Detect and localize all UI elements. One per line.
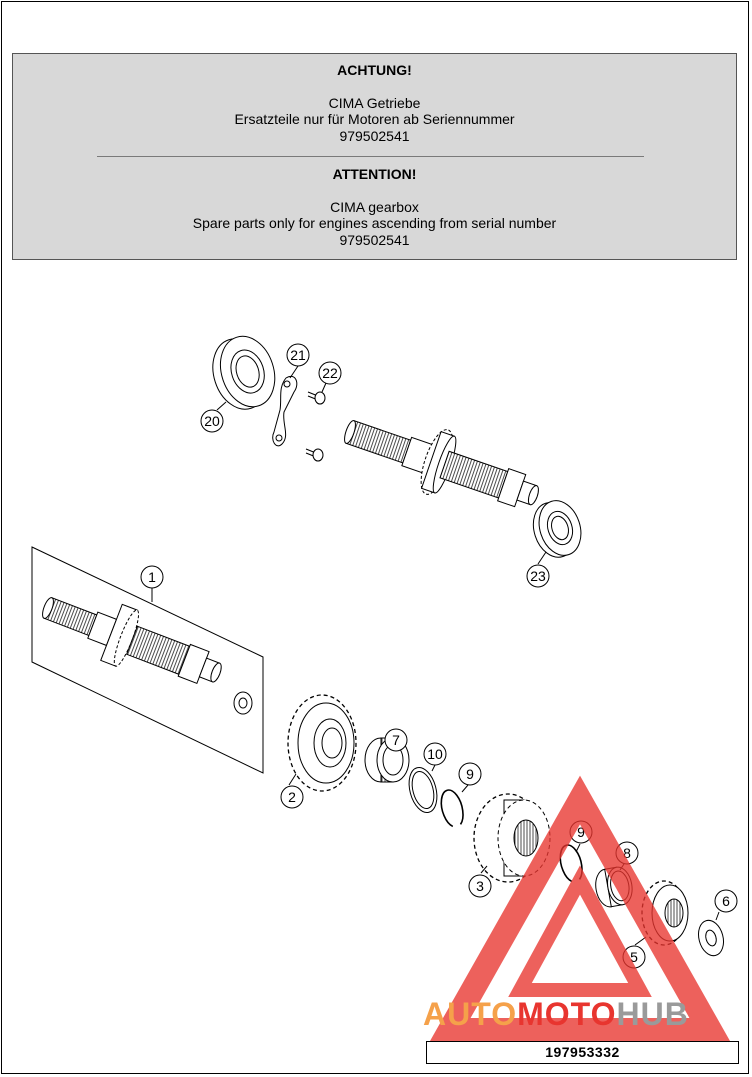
notice-serial-de: 979502541 [339, 127, 410, 144]
svg-text:1: 1 [148, 569, 156, 585]
svg-text:6: 6 [722, 893, 730, 909]
svg-text:5: 5 [630, 949, 638, 965]
notice-serial-en: 979502541 [339, 231, 410, 248]
watermark-moto: MOTO [517, 996, 617, 1032]
svg-text:3: 3 [476, 878, 484, 894]
notice-heading-de: ACHTUNG! [337, 62, 412, 78]
svg-text:7: 7 [392, 732, 400, 748]
svg-text:8: 8 [623, 845, 631, 861]
notice-heading-en: ATTENTION! [332, 166, 417, 182]
watermark-auto: AUTO [423, 996, 518, 1032]
notice-line2-en: Spare parts only for engines ascending from serial number [192, 215, 557, 231]
notice-line1-en: CIMA gearbox [330, 198, 419, 215]
svg-text:2: 2 [288, 789, 296, 805]
watermark-hub: HUB [616, 996, 689, 1032]
svg-text:9: 9 [466, 766, 474, 782]
svg-text:22: 22 [322, 365, 338, 381]
document-number: 197953332 [426, 1041, 739, 1064]
notice-line2-de: Ersatzteile nur für Motoren ab Seriennummer [234, 111, 515, 127]
svg-text:9: 9 [577, 824, 585, 840]
svg-text:23: 23 [530, 568, 546, 584]
svg-text:21: 21 [290, 347, 306, 363]
notice-line1-de: CIMA Getriebe [328, 94, 421, 111]
svg-text:10: 10 [427, 746, 443, 762]
svg-text:20: 20 [204, 413, 220, 429]
svg-text:AUTOMOTOHUB [423, 996, 689, 1032]
